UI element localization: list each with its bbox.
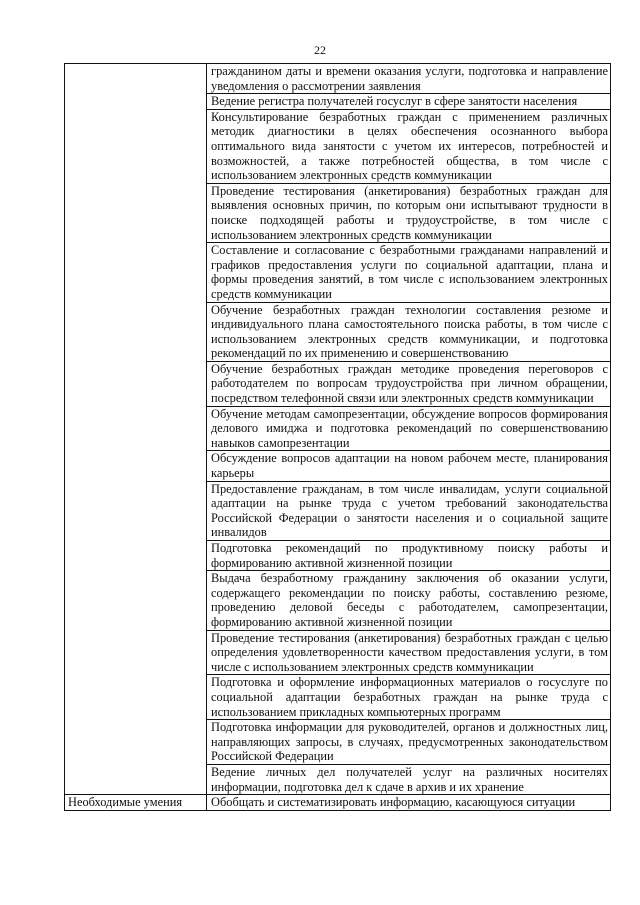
- table-cell: Ведение личных дел получателей услуг на различных носителях информации, подготовка дел к сдаче в архив и их хранение: [207, 764, 611, 794]
- job-functions-table: [64, 63, 611, 811]
- table-cell: Составление и согласование с безработными гражданами направлений и графиков предоставления услуги по социальной адаптации, плана и формы проведения занятий, в том числе с использованием электронных средств коммуникации: [207, 243, 611, 302]
- table-cell: Выдача безработному гражданину заключения об оказании услуги, содержащего рекомендации по поиску работы, составлению резюме, проведению деловой беседы с работодателем, самопрезентации, формированию активной жизненной позиции: [207, 571, 611, 630]
- table-cell: Консультирование безработных граждан с применением различных методик диагностики в целях обеспечения осознанного выбора оптимального вида занятости с учетом их интересов, потребностей и возможностей, а также потребностей общества, в том числе с использованием электронных средств коммуникации: [207, 109, 611, 183]
- skills-cell: Обобщать и систематизировать информацию, касающуюся ситуации: [207, 795, 611, 811]
- empty-label-cell: [65, 64, 207, 795]
- table-row: [65, 64, 611, 94]
- table-cell: гражданином даты и времени оказания услуги, подготовка и направление уведомления о рассмотрении заявления: [207, 64, 611, 94]
- table-cell: Подготовка рекомендаций по продуктивному поиску работы и формированию активной жизненной позиции: [207, 541, 611, 571]
- table-cell: Обсуждение вопросов адаптации на новом рабочем месте, планирования карьеры: [207, 451, 611, 481]
- table-row: [65, 795, 611, 811]
- table-cell: Подготовка и оформление информационных материалов о госуслуге по социальной адаптации безработных граждан на рынке труда с использованием прикладных компьютерных программ: [207, 675, 611, 720]
- table-cell: Предоставление гражданам, в том числе инвалидам, услуги социальной адаптации на рынке труда с учетом требований законодательства Российской Федерации о занятости населения и о социальной защите инвалидов: [207, 481, 611, 540]
- table-cell: Проведение тестирования (анкетирования) безработных граждан с целью определения удовлетворенности качеством предоставления услуги, в том числе с использованием электронных средств коммуникации: [207, 630, 611, 675]
- table-cell: Проведение тестирования (анкетирования) безработных граждан для выявления основных причин, по которым они испытывают трудности в поиске подходящей работы и трудоустройстве, в том числе с использованием электронных средств коммуникации: [207, 183, 611, 242]
- table-cell: Обучение безработных граждан технологии составления резюме и индивидуального плана самостоятельного поиска работы, в том числе с использованием электронных средств коммуникации, и подготовка рекомендаций по их применению и совершенствованию: [207, 302, 611, 361]
- page-number: 22: [314, 43, 326, 57]
- table-cell: Обучение безработных граждан методике проведения переговоров с работодателем по вопросам трудоустройства при личном обращении, посредством телефонной связи или электронных средств коммуникации: [207, 361, 611, 406]
- table-cell: Подготовка информации для руководителей, органов и должностных лиц, направляющих запросы, в случаях, предусмотренных законодательством Российской Федерации: [207, 720, 611, 765]
- table-cell: Обучение методам самопрезентации, обсуждение вопросов формирования делового имиджа и подготовка рекомендаций по совершенствованию навыков самопрезентации: [207, 406, 611, 451]
- skills-label-cell: Необходимые умения: [65, 795, 207, 811]
- table-cell: Ведение регистра получателей госуслуг в сфере занятости населения: [207, 94, 611, 110]
